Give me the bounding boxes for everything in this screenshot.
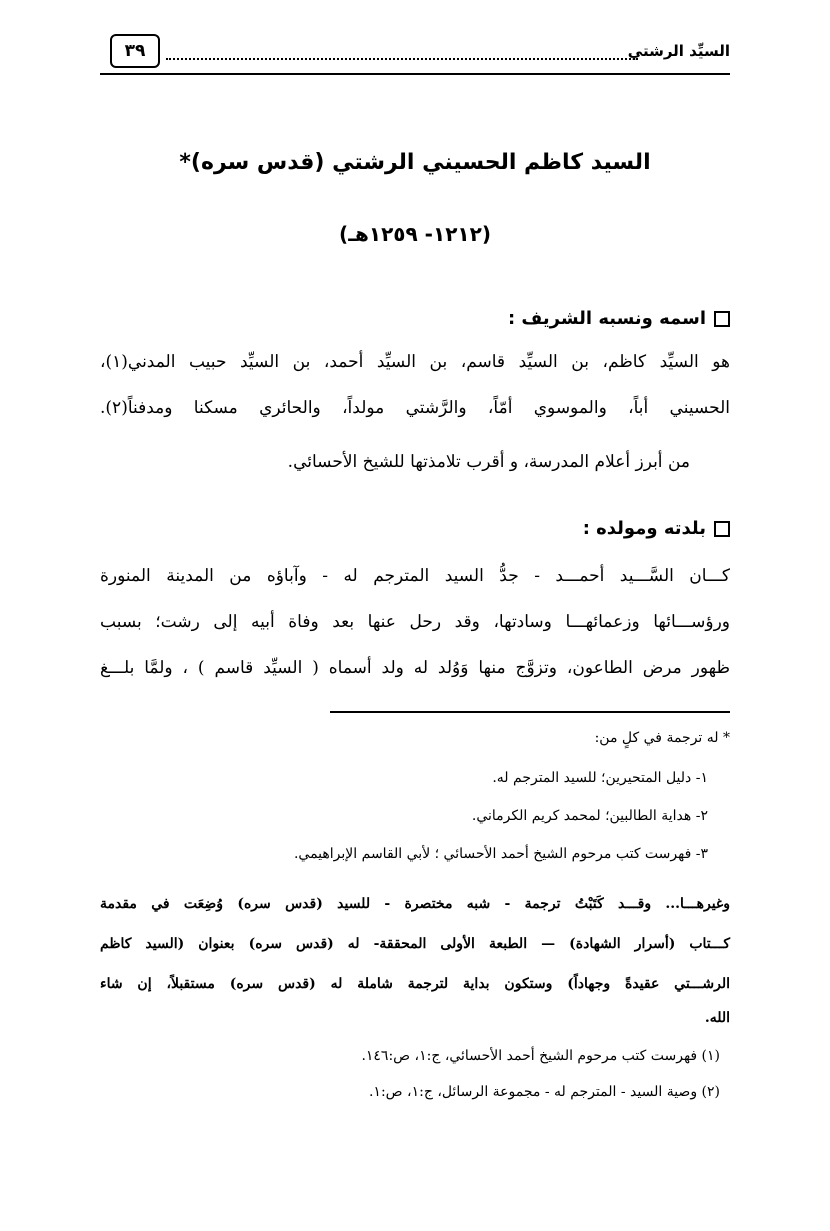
footnote-reference: (١) فهرست كتب مرحوم الشيخ أحمد الأحسائي، ج:١، ص:١٤٦. [361,1048,720,1064]
paragraph-line: ظهور مرض الطاعون، وتزوَّج منها وَوُلد له ولد أسماه ( السيِّد قاسم ) ، ولمَّا بلـــغ [100,658,730,678]
section-heading-text: اسمه ونسبه الشريف : [507,308,706,329]
footnote-note-line: كـــتاب (أسرار الشهادة) — الطبعة الأولى المحققة- له (قدس سره) بعنوان (السيد كاظم [100,936,730,952]
page-number: ٣٩ [110,34,160,68]
paragraph-line: من أبرز أعلام المدرسة، و أقرب تلامذتها للشيخ الأحسائي. [287,452,690,472]
header-rule [100,73,730,75]
footnote-note-line: الله. [704,1010,730,1026]
lifespan-dates: (١٢١٢- ١٢٥٩هـ) [339,222,491,246]
square-bullet-icon [714,521,730,537]
footnote-note-line: وغيرهـــا... وقـــد كَتَبْتُ ترجمة - شبه مختصرة - للسيد (قدس سره) وُضِعَت في مقدمة [100,896,730,912]
page-title: السيد كاظم الحسيني الرشتي (قدس سره)* [179,150,651,175]
footnote-list-item: ٣- فهرست كتب مرحوم الشيخ أحمد الأحسائي ؛ لأبي القاسم الإبراهيمي. [293,846,708,862]
square-bullet-icon [714,311,730,327]
footnote-note-line: الرشـــتي عقيدةً وجهاداً) وستكون بداية لترجمة شاملة له (قدس سره) مستقبلاً، إن شاء [100,976,730,992]
header-dotted-leader [166,58,638,60]
section-heading-text: بلدته ومولده : [582,518,706,539]
footnote-star-intro: * له ترجمة في كلٍ من: [594,730,730,746]
footnote-list-item: ١- دليل المتحيرين؛ للسيد المترجم له. [492,770,708,786]
footnote-reference: (٢) وصية السيد - المترجم له - مجموعة الرسائل، ج:١، ص:١. [368,1084,720,1100]
paragraph-line: الحسيني أباً، والموسوي أمّاً، والرَّشتي مولداً، والحائري مسكنا ومدفناً(٢). [100,398,730,418]
paragraph-line: كـــان السَّـــيد أحمـــد - جدُّ السيد المترجم له - وآباؤه من المدينة المنورة [100,566,730,586]
paragraph-line: ورؤســـائها وزعمائهـــا وسادتها، وقد رحل عنها بعد وفاة أبيه إلى رشت؛ بسبب [100,612,730,632]
section-heading-name-lineage [508,308,730,329]
running-title: السيِّد الرشتي [627,42,730,60]
section-heading-birthplace [583,518,730,539]
paragraph-line: هو السيِّد كاظم، بن السيِّد قاسم، بن السيِّد أحمد، بن السيِّد حبيب المدني(١)، [100,352,730,372]
footnote-separator [330,711,730,713]
page-header [100,30,730,78]
footnote-list-item: ٢- هداية الطالبين؛ لمحمد كريم الكرماني. [471,808,708,824]
